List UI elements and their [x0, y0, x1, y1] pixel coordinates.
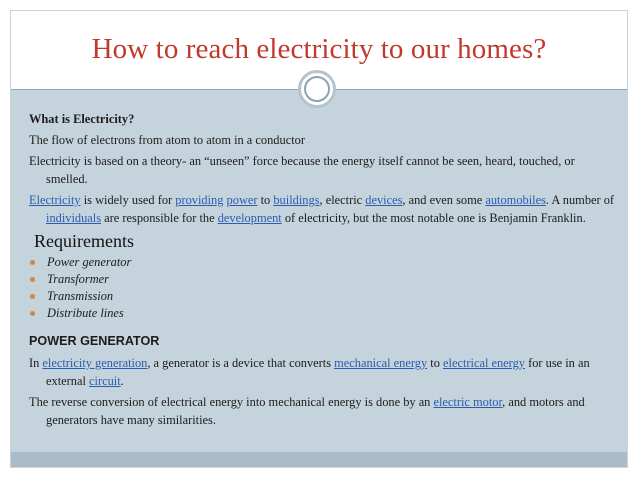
inline-text: . [120, 374, 124, 388]
list-item-label: Distribute lines [47, 306, 124, 320]
inline-link[interactable]: electricity generation [42, 356, 148, 370]
inline-link[interactable]: development [217, 211, 282, 225]
bullet-icon [30, 277, 35, 282]
inline-link[interactable]: buildings [273, 193, 320, 207]
inline-text: is widely used for [80, 193, 176, 207]
inline-text: , electric [319, 193, 366, 207]
list-item [29, 271, 619, 288]
list-item [29, 305, 619, 322]
bottom-bar [11, 452, 627, 467]
paragraph-usage [29, 191, 619, 227]
list-item-label: Power generator [47, 255, 132, 269]
list-item [29, 254, 619, 271]
inline-link[interactable]: mechanical energy [334, 356, 428, 370]
inline-text: for use in an external [46, 356, 590, 388]
inline-text: . A number of [545, 193, 615, 207]
inline-text: , and even some [402, 193, 486, 207]
inline-link[interactable]: electrical energy [443, 356, 525, 370]
paragraph-reverse-conversion [29, 393, 619, 429]
paragraph-definition: The flow of electrons from atom to atom in a conductor [29, 133, 305, 147]
inline-text: , and motors and generators have many similarities. [46, 395, 585, 427]
requirements-heading: Requirements [34, 231, 134, 251]
inline-text: are responsible for the [101, 211, 218, 225]
bullet-icon [30, 311, 35, 316]
list-item-label: Transformer [47, 272, 109, 286]
paragraph-theory: Electricity is based on a theory- an “unseen” force because the energy itself cannot be seen, heard, touched, or smelled. [29, 154, 575, 186]
inline-text: In [29, 356, 43, 370]
inline-link[interactable]: power [226, 193, 258, 207]
power-generator-heading: POWER GENERATOR [29, 334, 160, 348]
inline-text: to [427, 356, 443, 370]
slide-title: How to reach electricity to our homes? [91, 33, 547, 65]
section-heading: What is Electricity? [29, 112, 135, 126]
inline-link[interactable]: providing [175, 193, 224, 207]
slide-content [29, 110, 619, 432]
circle-ornament-inner-icon [304, 76, 330, 102]
inline-text: of electricity, but the most notable one is Benjamin Franklin. [281, 211, 586, 225]
list-item [29, 288, 619, 305]
inline-text: The reverse conversion of electrical energy into mechanical energy is done by an [29, 395, 434, 409]
bullet-icon [30, 294, 35, 299]
inline-link[interactable]: automobiles [485, 193, 546, 207]
paragraph-generator [29, 354, 619, 390]
inline-link[interactable]: individuals [46, 211, 102, 225]
inline-text: , a generator is a device that converts [147, 356, 335, 370]
bullet-icon [30, 260, 35, 265]
inline-link[interactable]: circuit [89, 374, 121, 388]
inline-text: to [257, 193, 274, 207]
inline-link[interactable]: Electricity [29, 193, 81, 207]
inline-link[interactable]: electric motor [433, 395, 503, 409]
requirements-list [29, 254, 619, 322]
list-item-label: Transmission [47, 289, 114, 303]
inline-link[interactable]: devices [365, 193, 403, 207]
